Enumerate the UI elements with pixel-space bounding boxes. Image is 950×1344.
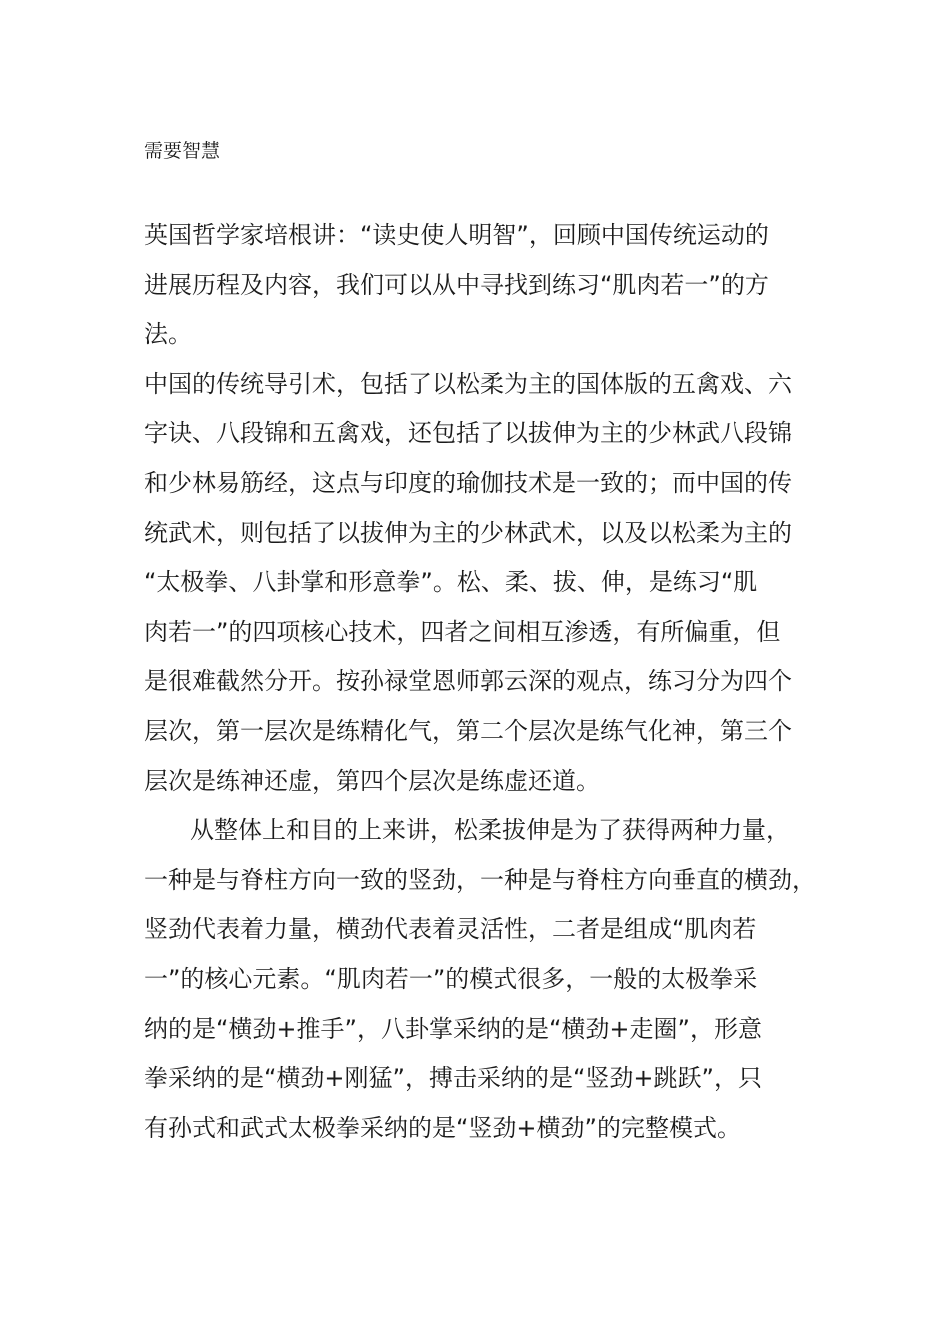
text-line: 字诀、八段锦和五禽戏，还包括了以拔伸为主的少林武八段锦 xyxy=(144,419,792,448)
text-line: 竖劲代表着力量，横劲代表着灵活性，二者是组成“肌肉若 xyxy=(144,915,757,944)
text-line: 一种是与脊柱方向一致的竖劲，一种是与脊柱方向垂直的横劲， xyxy=(144,865,816,894)
body-text xyxy=(144,211,824,1153)
text-line: 层次是练神还虚，第四个层次是练虚还道。 xyxy=(144,766,600,795)
text-line: 肉若一”的四项核心技术，四者之间相互渗透，有所偏重，但 xyxy=(144,617,781,646)
text-line: 一”的核心元素。“肌肉若一”的模式很多，一般的太极拳采 xyxy=(144,964,758,993)
text-line: 和少林易筋经，这点与印度的瑜伽技术是一致的；而中国的传 xyxy=(144,468,792,497)
text-line: 是很难截然分开。按孙禄堂恩师郭云深的观点，练习分为四个 xyxy=(144,667,792,696)
text-line: “太极拳、八卦掌和形意拳”。松、柔、拔、伸，是练习“肌 xyxy=(144,568,758,597)
text-line: 拳采纳的是“横劲+刚猛”，搏击采纳的是“竖劲+跳跃”，只 xyxy=(144,1064,762,1093)
text-line: 有孙式和武式太极拳采纳的是“竖劲+横劲”的完整模式。 xyxy=(144,1113,741,1142)
text-line: 英国哲学家培根讲：“读史使人明智”，回顾中国传统运动的 xyxy=(144,221,769,249)
section-heading: 需要智慧 xyxy=(144,140,221,162)
text-line: 纳的是“横劲+推手”，八卦掌采纳的是“横劲+走圈”，形意 xyxy=(144,1014,762,1043)
text-line: 从整体上和目的上来讲，松柔拔伸是为了获得两种力量， xyxy=(190,816,790,845)
text-line: 统武术，则包括了以拔伸为主的少林武术，以及以松柔为主的 xyxy=(144,518,792,547)
text-line: 中国的传统导引术，包括了以松柔为主的国体版的五禽戏、六 xyxy=(144,369,792,398)
text-line: 层次，第一层次是练精化气，第二个层次是练气化神，第三个 xyxy=(144,716,792,745)
text-line: 法。 xyxy=(144,320,192,349)
text-line: 进展历程及内容，我们可以从中寻找到练习“肌肉若一”的方 xyxy=(144,270,769,299)
